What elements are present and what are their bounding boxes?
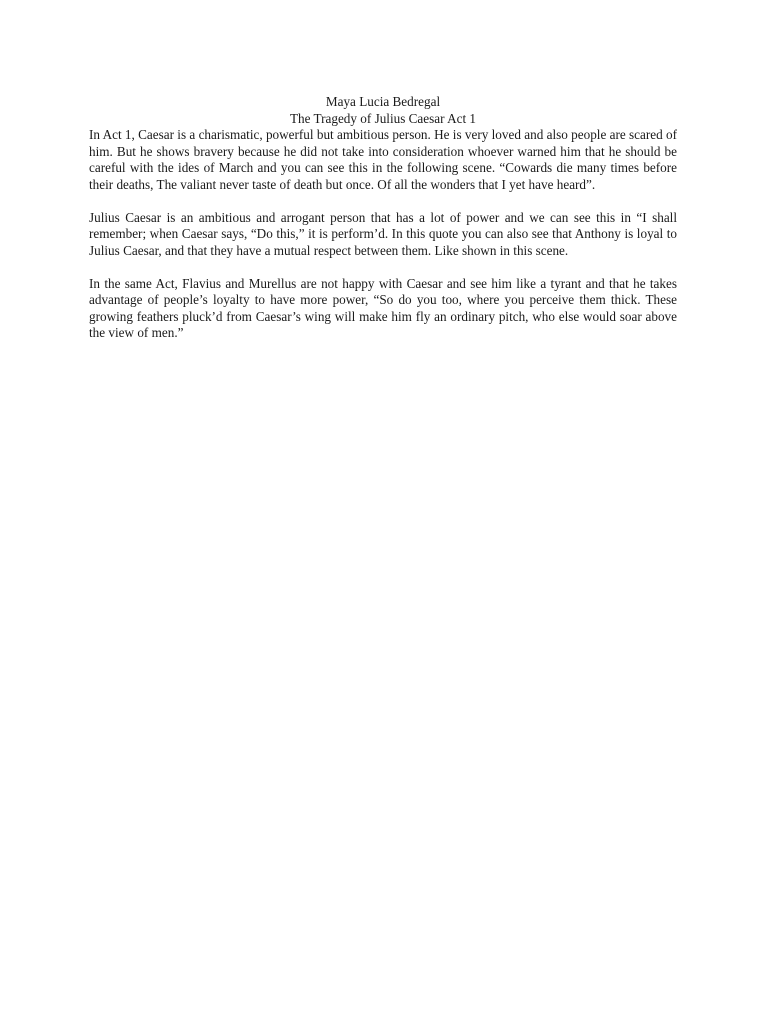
document-title: The Tragedy of Julius Caesar Act 1: [289, 110, 477, 126]
paragraph-3: In the same Act, Flavius and Murellus are not happy with Caesar and see him like a tyrant and that he takes advantage of people’s loyalty to have more power, “So do you too, where you perceive them thick. These growing feathers pluck’d from Caesar’s wing will make him fly an ordinary pitch, who else would soar above the view of men.”: [89, 275, 677, 340]
paragraph-2: Julius Caesar is an ambitious and arrogant person that has a lot of power and we can see this in “I shall remember; when Caesar says, “Do this,” it is perform’d. In this quote you can also see that Anthony is loyal to Julius Caesar, and that they have a mutual respect between them. Like shown in this scene.: [89, 209, 677, 258]
author-name: Maya Lucia Bedregal: [325, 94, 441, 109]
paragraph-1: In Act 1, Caesar is a charismatic, powerful but ambitious person. He is very loved and also people are scared of him. But he shows bravery because he did not take into consideration whoever warned him that he should be careful with the ides of March and you can see this in the following scene. “Cowards die many times before their deaths, The valiant never taste of death but once. Of all the wonders that I yet have heard”.: [89, 127, 677, 192]
document-body: [89, 94, 677, 358]
